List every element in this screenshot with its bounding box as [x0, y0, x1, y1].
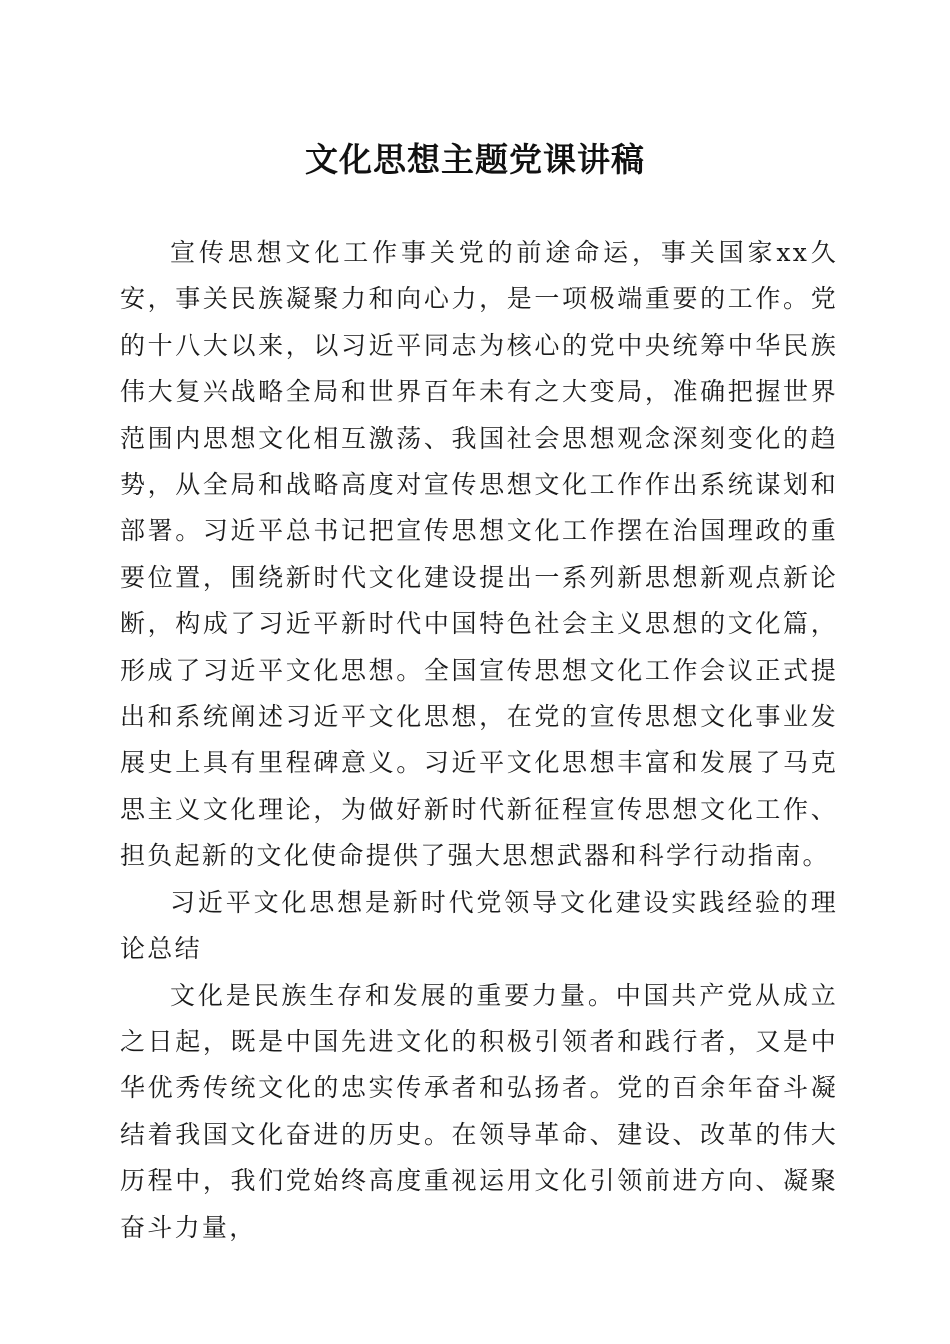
paragraph-intro: 宣传思想文化工作事关党的前途命运，事关国家xx久安，事关民族凝聚力和向心力，是一项极端重要的工作。党的十八大以来，以习近平同志为核心的党中央统筹中华民族伟大复兴战略全局和世界百年未有之大变局，准确把握世界范围内思想文化相互激荡、我国社会思想观念深刻变化的趋势，从全局和战略高度对宣传思想文化工作作出系统谋划和部署。习近平总书记把宣传思想文化工作摆在治国理政的重要位置，围绕新时代文化建设提出一系列新思想新观点新论断，构成了习近平新时代中国特色社会主义思想的文化篇，形成了习近平文化思想。全国宣传思想文化工作会议正式提出和系统阐述习近平文化思想，在党的宣传思想文化事业发展史上具有里程碑意义。习近平文化思想丰富和发展了马克思主义文化理论，为做好新时代新征程宣传思想文化工作、担负起新的文化使命提供了强大思想武器和科学行动指南。 [120, 238, 838, 871]
paragraph-culture: 文化是民族生存和发展的重要力量。中国共产党从成立之日起，既是中国先进文化的积极引领者和践行者，又是中华优秀传统文化的忠实传承者和弘扬者。党的百余年奋斗凝结着我国文化奋进的历史。在领导革命、建设、改革的伟大历程中，我们党始终高度重视运用文化引领前进方向、凝聚奋斗力量， [120, 980, 838, 1242]
document-body [120, 230, 838, 1251]
document-title: 文化思想主题党课讲稿 [305, 140, 645, 179]
paragraph-section-heading: 习近平文化思想是新时代党领导文化建设实践经验的理论总结 [120, 887, 838, 964]
